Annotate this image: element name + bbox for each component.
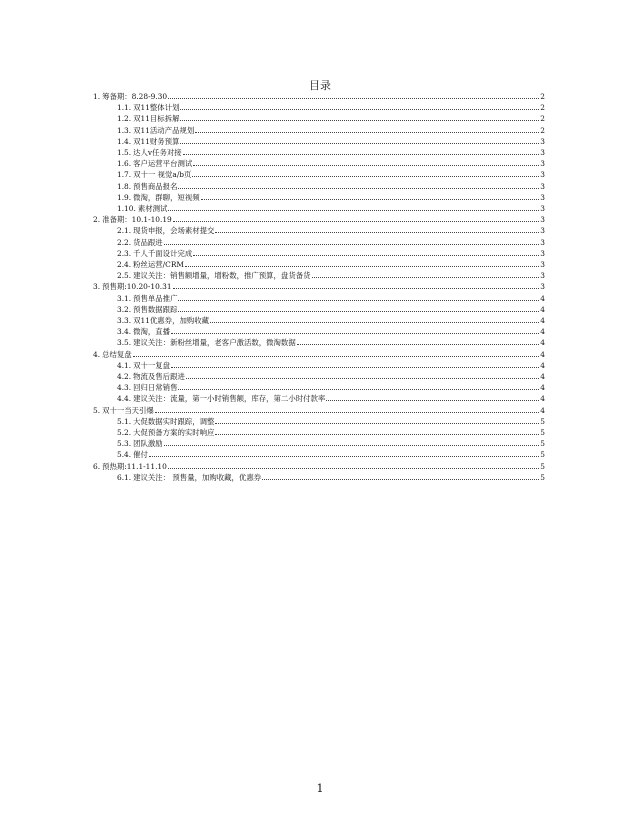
toc-leader-dots [195, 132, 539, 133]
toc-entry-text: 双十一 视觉a/b页 [133, 170, 192, 180]
toc-entry-number: 2.4. [117, 260, 132, 269]
toc-section[interactable] [93, 90, 545, 101]
toc-entry-text: 预售数据跟踪 [133, 304, 178, 314]
toc-subsection[interactable] [117, 336, 545, 347]
toc-subsection[interactable] [117, 303, 545, 314]
toc-entry-text: 微淘，群聊，短视频 [133, 192, 200, 202]
toc-entry-text: 建议关注：流量，第一小时销售额，库存，第二小时付款率 [133, 394, 326, 404]
toc-entry-page: 5 [540, 472, 545, 482]
toc-entry-text: 货品跟进 [133, 237, 163, 247]
toc-title: 目录 [309, 79, 331, 92]
toc-leader-dots [210, 322, 539, 323]
toc-entry-number: 4.3. [117, 383, 132, 393]
toc-section[interactable] [93, 213, 545, 224]
toc-entry-page: 3 [540, 181, 545, 191]
toc-leader-dots [186, 378, 539, 379]
toc-leader-dots [168, 210, 539, 211]
toc-leader-dots [173, 221, 540, 222]
toc-entry-text: 总结复盘 [102, 349, 132, 359]
toc-leader-dots [201, 199, 540, 200]
toc-entry-text: 达人v任务对接 [133, 148, 182, 157]
toc-entry-text: 筹备期：8.28-9.30 [102, 92, 168, 101]
toc-entry-number: 4. [93, 349, 101, 359]
toc-leader-dots [326, 400, 539, 401]
toc-entry-text: 团队激励 [133, 439, 163, 449]
toc-subsection[interactable] [117, 292, 545, 303]
toc-entry-text: 准备期：10.1-10.19 [102, 215, 172, 225]
toc-subsection[interactable] [117, 247, 545, 258]
toc-entry-page: 4 [540, 293, 545, 303]
toc-leader-dots [171, 367, 539, 368]
toc-leader-dots [192, 176, 539, 177]
toc-entry-page: 3 [540, 237, 545, 247]
toc-entry-page: 4 [540, 349, 545, 359]
toc-entry-number: 6.1. [117, 472, 132, 482]
toc-entry-number: 4.2. [117, 372, 132, 381]
toc-subsection[interactable] [117, 392, 545, 403]
page-number: 1 [316, 782, 324, 795]
toc-entry-text: 催付 [133, 450, 148, 460]
toc-entry-number: 2.1. [117, 226, 132, 236]
toc-entry-page: 4 [540, 360, 545, 370]
toc-entry-page: 2 [540, 114, 545, 124]
toc-entry-text: 素材测试 [137, 204, 168, 213]
toc-subsection[interactable] [117, 415, 545, 426]
toc-subsection[interactable] [117, 135, 545, 146]
toc-subsection[interactable] [117, 314, 545, 325]
toc-subsection[interactable] [117, 180, 545, 191]
toc-entry-page: 3 [540, 159, 545, 169]
toc-subsection[interactable] [117, 448, 545, 459]
toc-entry-text: 预售期:10.20-10.31 [102, 282, 172, 292]
toc-entry-page: 3 [540, 248, 545, 258]
toc-entry-number: 3.1. [117, 293, 132, 303]
toc-leader-dots [178, 300, 539, 301]
toc-subsection[interactable] [117, 124, 545, 135]
toc-leader-dots [180, 109, 539, 110]
toc-entry-text: 建议关注：销售额增量，增粉数，推广预算，盘货备货 [133, 271, 311, 281]
toc-subsection[interactable] [117, 370, 545, 381]
toc-entry-page: 4 [540, 405, 545, 415]
toc-entry-page: 4 [540, 383, 545, 393]
toc-entry-number: 2.5. [117, 271, 132, 281]
toc-leader-dots [178, 188, 539, 189]
toc-entry-page: 5 [540, 416, 545, 426]
toc-leader-dots [185, 266, 539, 267]
toc-section[interactable] [93, 348, 545, 359]
toc-leader-dots [183, 154, 540, 155]
toc-entry-number: 2. [93, 215, 101, 225]
toc-entry-number: 1.8. [117, 181, 132, 191]
toc-entry-number: 3. [93, 282, 101, 292]
toc-entry-page: 4 [540, 338, 545, 348]
toc-leader-dots [178, 389, 539, 390]
toc-subsection[interactable] [117, 224, 545, 235]
toc-entry-number: 1.6. [117, 159, 132, 169]
toc-section[interactable] [93, 460, 545, 471]
toc-entry-number: 1.1. [117, 103, 132, 113]
toc-entry-page: 3 [540, 271, 545, 281]
toc-entry-number: 5.4. [117, 450, 132, 460]
toc-subsection[interactable] [117, 157, 545, 168]
toc-entry-page: 3 [540, 282, 545, 292]
toc-entry-text: 预售商品报名 [133, 181, 178, 191]
toc-entry-page: 3 [540, 226, 545, 236]
toc-entry-number: 3.5. [117, 338, 132, 348]
toc-entry-number: 2.2. [117, 237, 132, 247]
toc-entry-page: 2 [540, 92, 545, 101]
toc-entry-page: 5 [540, 428, 545, 437]
toc-leader-dots [215, 232, 539, 233]
toc-entry-number: 4.1. [117, 360, 132, 370]
toc-subsection[interactable] [117, 101, 545, 112]
toc-leader-dots [193, 255, 539, 256]
toc-entry-page: 2 [540, 103, 545, 113]
toc-entry-number: 1.2. [117, 114, 132, 124]
toc-leader-dots [297, 344, 540, 345]
toc-subsection[interactable] [117, 381, 545, 392]
toc-section[interactable] [93, 280, 545, 291]
toc-entry-text: 现货申报，会场素材提交 [133, 226, 215, 236]
toc-entry-number: 1.7. [117, 170, 132, 180]
toc-leader-dots [168, 468, 539, 469]
toc-leader-dots [149, 456, 539, 457]
toc-entry-text: 大促预备方案的实时响应 [133, 428, 215, 437]
toc-entry-number: 3.4. [117, 327, 132, 337]
toc-entry-text: 双11目标拆解 [133, 114, 180, 124]
toc-subsection[interactable] [117, 471, 545, 482]
toc-entry-text: 建议关注： 预售量，加购收藏，优惠券 [133, 472, 262, 482]
toc-leader-dots [168, 98, 539, 99]
toc-entry-number: 6. [93, 461, 101, 471]
toc-subsection[interactable] [117, 112, 545, 123]
toc-entry-page: 5 [540, 439, 545, 449]
toc-leader-dots [180, 143, 539, 144]
toc-entry-page: 3 [540, 215, 545, 225]
toc-entry-page: 4 [540, 327, 545, 337]
toc-entry-text: 物流及售后跟进 [133, 372, 185, 381]
toc-entry-text: 双11活动产品规划 [133, 125, 195, 135]
toc-entry-page: 3 [540, 148, 545, 157]
toc-entry-text: 微淘，直播 [133, 327, 171, 337]
toc-entry-text: 客户运营平台测试 [133, 159, 193, 169]
toc-entry-text: 粉丝运营/CRM [133, 260, 184, 269]
toc-leader-dots [215, 423, 539, 424]
toc-leader-dots [312, 277, 540, 278]
toc-entry-number: 4.4. [117, 394, 132, 404]
toc-entry-page: 4 [540, 372, 545, 381]
toc-leader-dots [178, 311, 539, 312]
toc-entry-text: 预售单品推广 [133, 293, 178, 303]
toc-subsection[interactable] [117, 437, 545, 448]
toc-entry-number: 1.5. [117, 148, 132, 157]
toc-entry-page: 3 [540, 170, 545, 180]
toc-entry-page: 3 [540, 260, 545, 269]
toc-subsection[interactable] [117, 191, 545, 202]
toc-subsection[interactable] [117, 146, 545, 157]
toc-entry-page: 5 [540, 461, 545, 471]
toc-entry-page: 5 [540, 450, 545, 460]
toc-entry-number: 5.1. [117, 416, 132, 426]
toc-leader-dots [173, 288, 540, 289]
toc-entry-number: 1.10. [117, 204, 136, 213]
toc-leader-dots [215, 434, 539, 435]
toc-entry-page: 4 [540, 304, 545, 314]
toc-subsection[interactable] [117, 325, 545, 336]
toc-subsection[interactable] [117, 236, 545, 247]
toc-leader-dots [133, 356, 540, 357]
toc-subsection[interactable] [117, 359, 545, 370]
toc-section[interactable] [93, 404, 545, 415]
toc-entry-text: 双11优惠券，加购收藏 [133, 316, 210, 325]
toc-entry-number: 5. [93, 405, 101, 415]
toc-entry-number: 1.9. [117, 192, 132, 202]
toc-leader-dots [193, 165, 539, 166]
toc-leader-dots [164, 244, 540, 245]
toc-entry-text: 双11整体计划 [133, 103, 180, 113]
toc-entry-number: 1.4. [117, 136, 132, 146]
toc-leader-dots [262, 479, 539, 480]
toc-entry-number: 3.3. [117, 316, 132, 325]
toc-entry-number: 5.3. [117, 439, 132, 449]
toc-entry-page: 3 [540, 204, 545, 213]
toc-entry-text: 大促数据实时跟踪，调整 [133, 416, 215, 426]
toc-entry-page: 4 [540, 394, 545, 404]
toc-entry-number: 1.3. [117, 125, 132, 135]
toc-entry-text: 双十一复盘 [133, 360, 171, 370]
toc-entry-text: 回归日常销售 [133, 383, 178, 393]
toc-leader-dots [180, 120, 539, 121]
toc-entry-number: 1. [93, 92, 101, 101]
toc-entry-text: 建议关注：新粉丝增量，老客户激活数，微淘数据 [133, 338, 296, 348]
toc-entry-number: 2.3. [117, 248, 132, 258]
toc-entry-text: 双十一当天引爆 [102, 405, 154, 415]
toc-subsection[interactable] [117, 269, 545, 280]
toc-subsection[interactable] [117, 426, 545, 437]
toc-subsection[interactable] [117, 168, 545, 179]
toc-subsection[interactable] [117, 258, 545, 269]
toc-leader-dots [155, 412, 539, 413]
toc-leader-dots [164, 445, 540, 446]
toc-entry-page: 3 [540, 192, 545, 202]
toc-subsection[interactable] [117, 202, 545, 213]
toc-entry-text: 预热期:11.1-11.10 [102, 461, 167, 471]
toc-entry-number: 5.2. [117, 428, 132, 437]
toc-entry-page: 3 [540, 136, 545, 146]
toc-entry-text: 双11财务预算 [133, 136, 180, 146]
toc-entry-number: 3.2. [117, 304, 132, 314]
toc-entry-page: 4 [540, 316, 545, 325]
toc-entry-page: 2 [540, 125, 545, 135]
toc-leader-dots [171, 333, 539, 334]
toc-entry-text: 千人千面设计完成 [133, 248, 193, 258]
